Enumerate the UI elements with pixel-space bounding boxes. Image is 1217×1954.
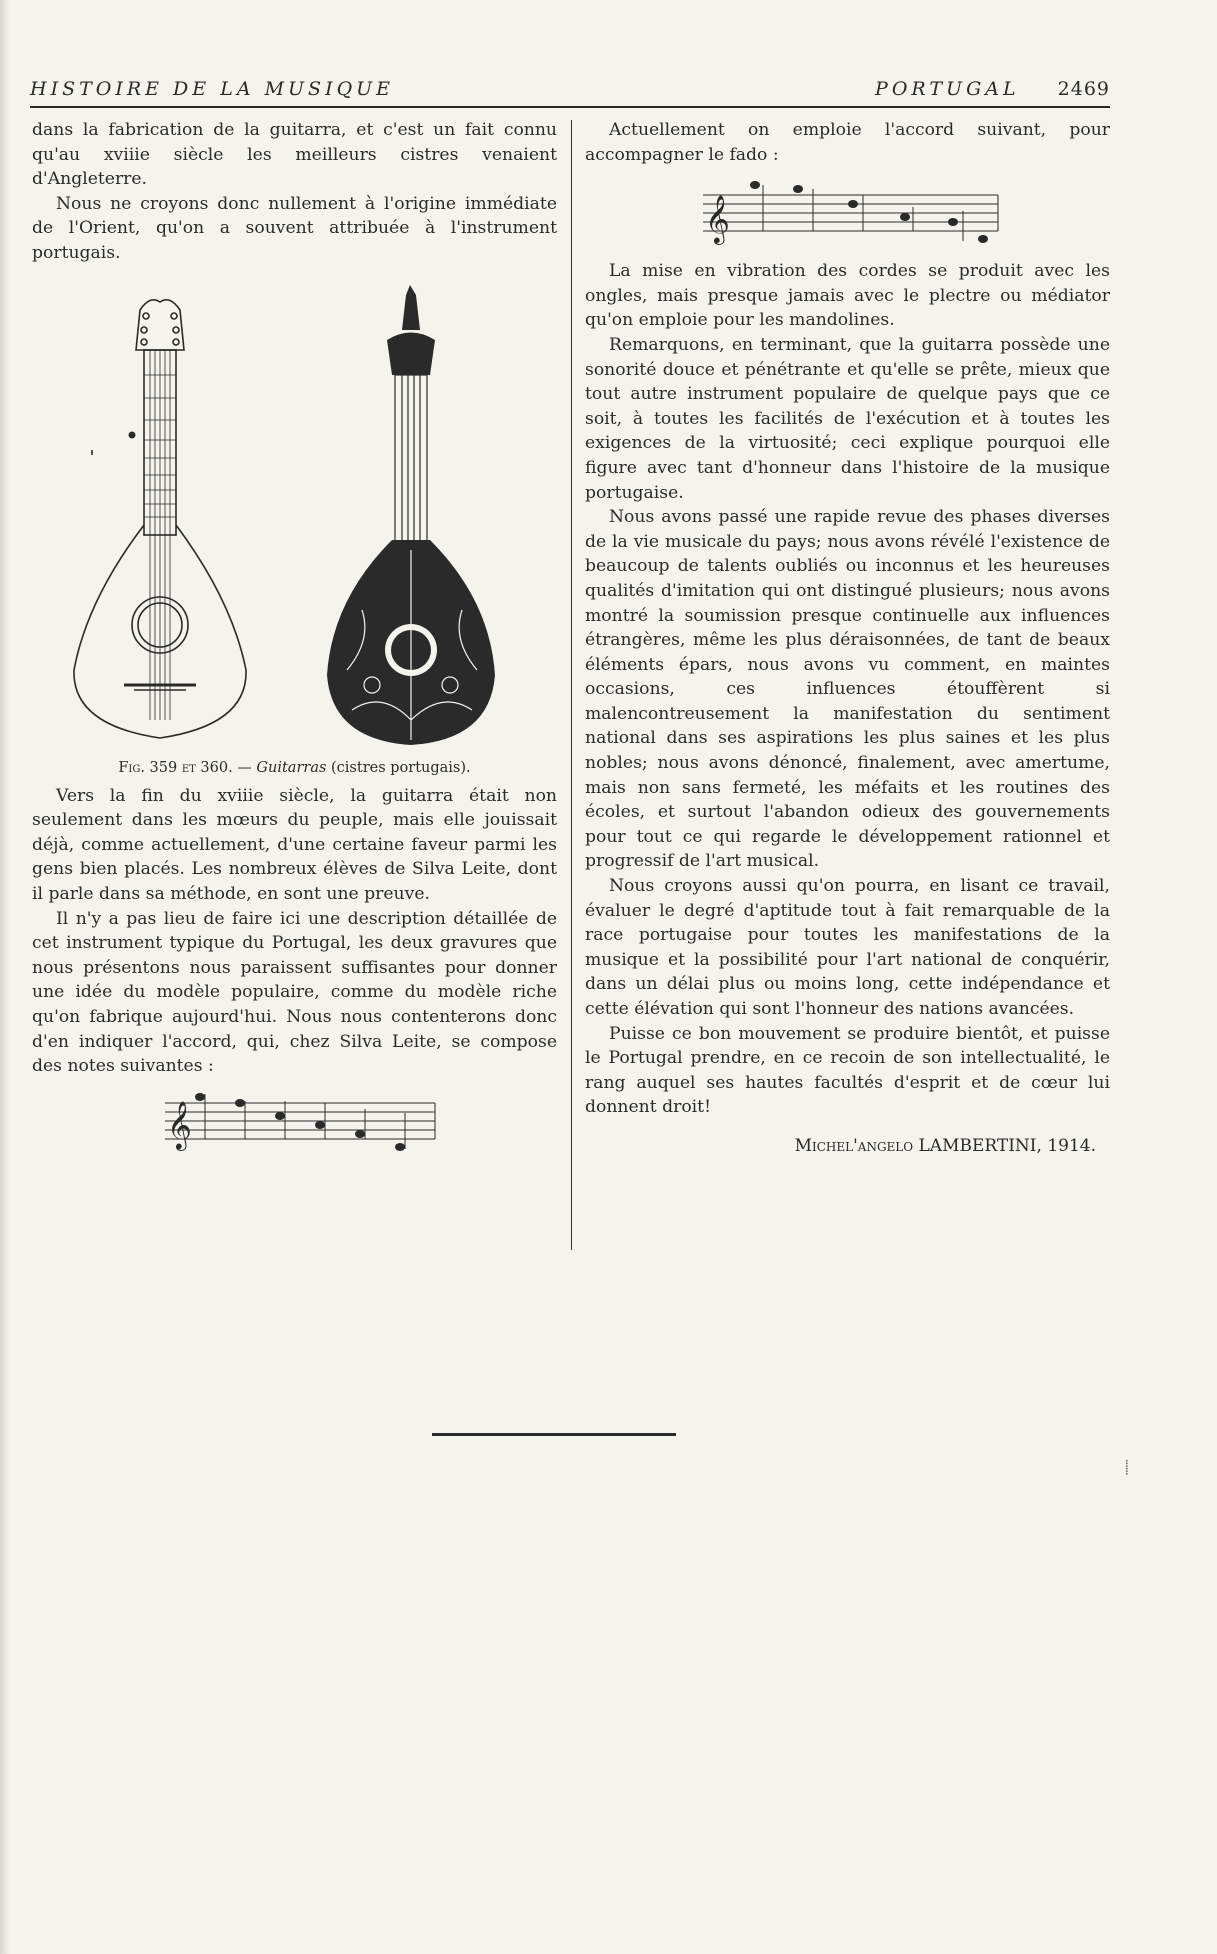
- paragraph: Vers la fin du xviiie siècle, la guitarra était non seulement dans les mœurs du peuple, mais elle jouissait déjà, comme actuellement, d'une certaine faveur parmi les gens bien placés. Les nombreux élèves de Silva Leite, dont il parle dans sa méthode, en sont une preuve.: [32, 785, 557, 904]
- header-section-name: PORTUGAL: [875, 78, 1020, 100]
- paragraph: dans la fabrication de la guitarra, et c'est un fait connu qu'au xviiie siècle les meilleurs cistres venaient d'Angleterre.: [32, 120, 557, 190]
- guitarras-figure: [32, 280, 557, 776]
- paragraph: Nous ne croyons donc nullement à l'origine immédiate de l'Orient, qu'on a souvent attribuée à l'instrument portugais.: [32, 193, 557, 263]
- music-staff-fado: [693, 177, 1003, 249]
- running-header: [30, 78, 1110, 108]
- caption-title: Guitarras: [256, 759, 327, 776]
- header-title: HISTOIRE DE LA MUSIQUE: [30, 78, 395, 100]
- paragraph: Nous avons passé une rapide revue des phases diverses de la vie musicale du pays; nous avons révélé l'existence de beaucoup de talents oubliés ou inconnus et les heureuses qualités d'imitation qui ont distingué plusieurs; nous avons montré la soumission presque continuelle aux influences étrangères, même les plus déraisonnées, de tant de beaux éléments épars, nous avons vu comment, en maintes occasions, ces influences étouffèrent si malencontreusement la manifestation du sentiment national dans ses aspirations les plus saines et les plus nobles; nous avons dénoncé, finalement, avec amertume, mais non sans fermeté, les méfaits et les routines des écoles, et surtout l'abandon odieux des gouvernements pour tout ce qui regarde le développement rationnel et progressif de l'art musical.: [585, 507, 1110, 872]
- caption-label: Fig. 359 et 360. —: [118, 759, 252, 776]
- paragraph: Remarquons, en terminant, que la guitarra possède une sonorité douce et pénétrante et qu'elle se prête, mieux que tout autre instrument populaire de quelque pays que ce soit, à toutes les facilités de l'exécution et à toutes les exigences de la virtuosité; ceci explique pourquoi elle figure avec tant d'honneur dans l'histoire de la musique portugaise.: [585, 334, 1110, 503]
- caption-rest: (cistres portugais).: [331, 759, 471, 776]
- music-staff-silva-leite: [145, 1089, 445, 1161]
- paragraph: Nous croyons aussi qu'on pourra, en lisant ce travail, évaluer le degré d'aptitude tout à fait remarquable de la race portugaise pour toutes les manifestations de la musique et la possibilité pour l'art national de conquérir, dans un délai plus ou moins long, cette indépendance et cette élévation qui sont l'honneur des nations avancées.: [585, 876, 1110, 1019]
- signature-first-name: Michel'angelo: [794, 1135, 914, 1156]
- signature: [585, 1134, 1110, 1159]
- left-column: [32, 118, 557, 1171]
- simple-guitarra-illustration: [32, 280, 557, 745]
- paragraph: Actuellement on emploie l'accord suivant, pour accompagner le fado :: [585, 120, 1110, 165]
- right-column: [585, 118, 1110, 1159]
- page-number: 2469: [1057, 78, 1110, 100]
- svg-text:𝄞: 𝄞: [704, 194, 730, 244]
- end-rule: [432, 1433, 676, 1436]
- paragraph: Il n'y a pas lieu de faire ici une description détaillée de cet instrument typique du Portugal, les deux gravures que nous présentons nous paraissent suffisantes pour donner une idée du modèle populaire, comme du modèle riche qu'on fabrique aujourd'hui. Nous nous contenterons donc d'en indiquer l'accord, qui, chez Silva Leite, se compose des notes suivantes :: [32, 908, 557, 1077]
- svg-text:𝄞: 𝄞: [166, 1099, 192, 1149]
- figure-caption: [32, 756, 557, 781]
- signature-surname: LAMBERTINI, 1914.: [918, 1135, 1096, 1156]
- column-divider: [571, 120, 572, 1250]
- paragraph: La mise en vibration des cordes se produit avec les ongles, mais presque jamais avec le plectre ou médiator qu'on emploie pour les mandolines.: [585, 261, 1110, 331]
- margin-mark: ⸽: [1125, 1460, 1129, 1476]
- book-spine-shadow: [0, 0, 10, 1954]
- paragraph: Puisse ce bon mouvement se produire bientôt, et puisse le Portugal prendre, en ce recoin de son intellectualité, le rang auquel ses hautes facultés d'esprit et de cœur lui donnent droit!: [585, 1023, 1110, 1118]
- header-section: [875, 78, 1110, 100]
